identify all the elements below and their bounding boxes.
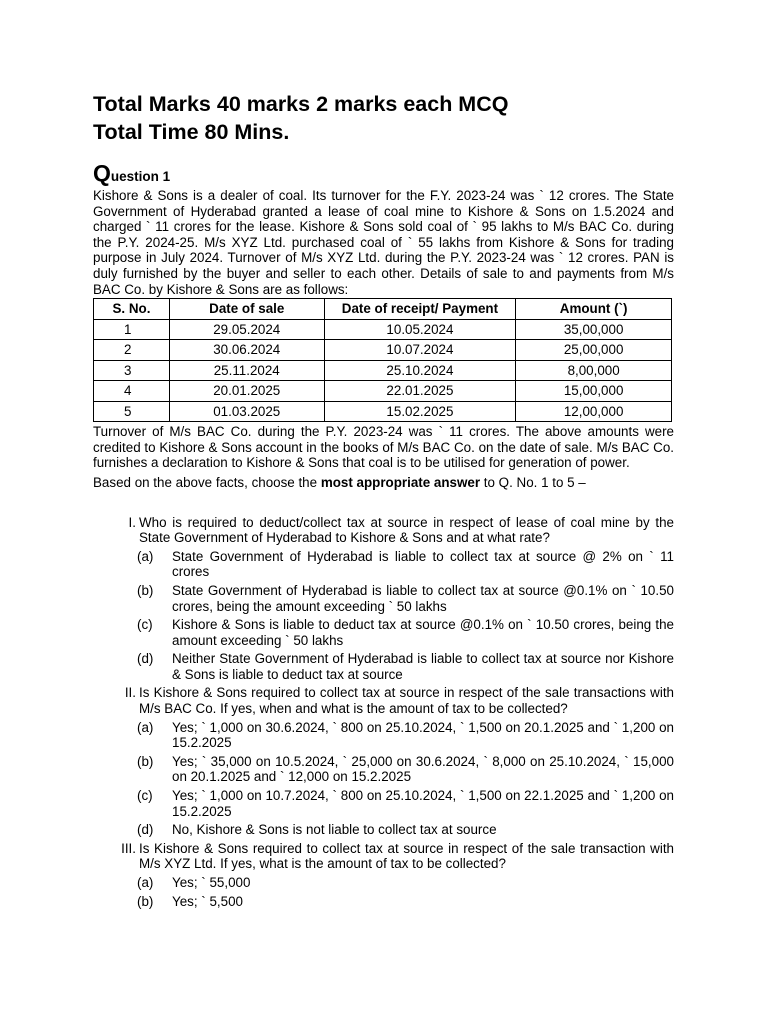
option-text: State Government of Hyderabad is liable to collect tax at source @0.1% on ` 10.50 crores, being the amount exceeding ` 50 lakhs (172, 582, 674, 614)
sales-table (93, 298, 672, 422)
answer-option (93, 583, 674, 614)
instruction-bold: most appropriate answer (320, 474, 481, 490)
answer-option (93, 754, 674, 785)
cell-amount: 25,00,000 (516, 340, 672, 361)
col-header-date-of-receipt: Date of receipt/ Payment (324, 299, 516, 320)
cell-date-of-receipt: 10.05.2024 (324, 319, 516, 340)
option-text: Yes; ` 55,000 (172, 875, 251, 890)
table-row (94, 319, 672, 340)
cell-date-of-receipt: 15.02.2025 (324, 401, 516, 422)
option-label: (a) (137, 875, 154, 890)
cell-amount: 35,00,000 (516, 319, 672, 340)
table-body (94, 319, 672, 422)
option-label: (a) (137, 719, 154, 735)
sub-question-text: Who is required to deduct/collect tax at source in respect of lease of coal mine by the State Government of Hyderabad to Kishore & Sons and at what rate? (139, 514, 674, 546)
option-label: (b) (137, 753, 154, 769)
question-intro: Kishore & Sons is a dealer of coal. Its turnover for the F.Y. 2023-24 was ` 12 crores. The State Government of Hyderabad granted a lease of coal mine to Kishore & Sons on 1.5.2024 and charged ` 11 crores for the lease. Kishore & Sons sold coal of ` 95 lakhs to M/s BAC Co. during the P.Y. 2024-25. M/s XYZ Ltd. purchased coal of ` 55 lakhs from Kishore & Sons for trading purpose in July 2024. Turnover of M/s XYZ Ltd. during the P.Y. 2023-24 was ` 12 crores. PAN is duly furnished by the buyer and seller to each other. Details of sale to and payments from M/s BAC Co. by Kishore & Sons are as follows: (93, 188, 674, 297)
table-row (94, 360, 672, 381)
exam-page (93, 90, 674, 909)
answer-option (93, 894, 674, 910)
question-title-rest: uestion 1 (110, 169, 171, 184)
cell-date-of-sale: 30.06.2024 (169, 340, 324, 361)
sub-question-text: Is Kishore & Sons required to collect tax at source in respect of the sale transactions with M/s BAC Co. If yes, when and what is the amount of tax to be collected? (139, 685, 674, 717)
table-row (94, 401, 672, 422)
option-text: Neither State Government of Hyderabad is liable to collect tax at source nor Kishore & Sons is liable to deduct tax at source (172, 651, 674, 682)
cell-amount: 12,00,000 (516, 401, 672, 422)
answer-option (93, 875, 674, 891)
col-header-amount: Amount (`) (516, 299, 672, 320)
sub-question-text: Is Kishore & Sons required to collect tax at source in respect of the sale transaction with M/s XYZ Ltd. If yes, what is the amount of tax to be collected? (139, 840, 674, 872)
instruction-pre: Based on the above facts, choose the (93, 474, 321, 490)
option-label: (c) (137, 617, 153, 633)
sub-question-number: II. (124, 685, 136, 701)
option-label: (d) (137, 651, 154, 667)
sub-question (93, 515, 674, 546)
option-text: Yes; ` 5,500 (172, 893, 243, 909)
option-label: (b) (137, 582, 154, 598)
instruction-post: to Q. No. 1 to 5 – (480, 474, 586, 490)
table-row (94, 381, 672, 402)
answer-option (93, 549, 674, 580)
option-text: Yes; ` 1,000 on 30.6.2024, ` 800 on 25.10.2024, ` 1,500 on 20.1.2025 and ` 1,200 on 15.2.2025 (172, 719, 674, 751)
sub-question-list (93, 515, 674, 910)
option-text: Yes; ` 35,000 on 10.5.2024, ` 25,000 on 30.6.2024, ` 8,000 on 25.10.2024, ` 15,000 on 20.1.2025 and ` 12,000 on 15.2.2025 (172, 753, 674, 785)
answer-option (93, 651, 674, 682)
cell-amount: 15,00,000 (516, 381, 672, 402)
table-row (94, 340, 672, 361)
option-label: (d) (137, 822, 154, 838)
col-header-sno: S. No. (94, 299, 170, 320)
sub-question (93, 841, 674, 872)
sub-question-number: I. (128, 514, 136, 530)
option-label: (b) (137, 893, 154, 909)
answer-option (93, 788, 674, 819)
cell-date-of-receipt: 22.01.2025 (324, 381, 516, 402)
cell-date-of-sale: 25.11.2024 (169, 360, 324, 381)
option-label: (a) (137, 548, 154, 564)
answer-option (93, 822, 674, 838)
table-header-row (94, 299, 672, 320)
cell-sno: 3 (94, 360, 170, 381)
sub-question-number: III. (121, 840, 136, 856)
option-text: State Government of Hyderabad is liable to collect tax at source @ 2% on ` 11 crores (172, 548, 674, 580)
option-text: Kishore & Sons is liable to deduct tax at source @0.1% on ` 10.50 crores, being the amount exceeding ` 50 lakhs (172, 617, 674, 648)
question-title-initial: Q (93, 160, 111, 186)
total-time-heading: Total Time 80 Mins. (93, 120, 290, 144)
cell-sno: 4 (94, 381, 170, 402)
cell-sno: 2 (94, 340, 170, 361)
answer-option (93, 617, 674, 648)
total-marks-heading: Total Marks 40 marks 2 marks each MCQ (93, 92, 509, 116)
cell-date-of-receipt: 25.10.2024 (324, 360, 516, 381)
cell-date-of-sale: 01.03.2025 (169, 401, 324, 422)
option-text: Yes; ` 1,000 on 10.7.2024, ` 800 on 25.10.2024, ` 1,500 on 22.1.2025 and ` 1,200 on 15.2.2025 (172, 788, 674, 819)
answer-option (93, 720, 674, 751)
instruction-text (93, 475, 674, 491)
cell-sno: 1 (94, 319, 170, 340)
cell-date-of-sale: 20.01.2025 (169, 381, 324, 402)
option-text: No, Kishore & Sons is not liable to collect tax at source (172, 822, 497, 838)
cell-sno: 5 (94, 401, 170, 422)
cell-date-of-sale: 29.05.2024 (169, 319, 324, 340)
col-header-date-of-sale: Date of sale (169, 299, 324, 320)
after-table-text: Turnover of M/s BAC Co. during the P.Y. 2023-24 was ` 11 crores. The above amounts were credited to Kishore & Sons account in the books of M/s BAC Co. on the date of sale. M/s BAC Co. furnishes a declaration to Kishore & Sons that coal is to be utilised for generation of power. (93, 424, 674, 471)
question-title (93, 162, 674, 188)
option-label: (c) (137, 788, 153, 804)
cell-amount: 8,00,000 (516, 360, 672, 381)
sub-question (93, 685, 674, 716)
cell-date-of-receipt: 10.07.2024 (324, 340, 516, 361)
